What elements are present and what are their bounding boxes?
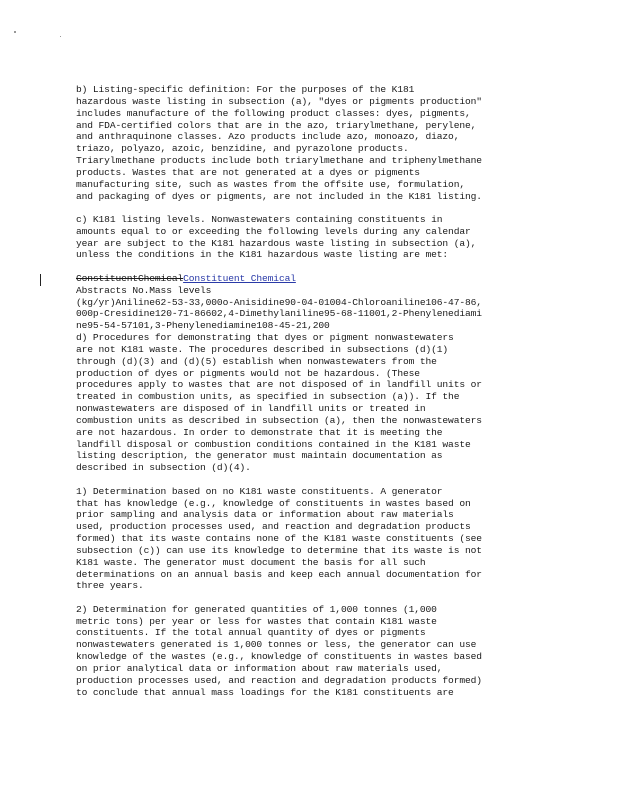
text-line: treated in combustion units, as specified in subsection (a)). If the	[76, 391, 460, 403]
text-line: landfill disposal or combustion conditions contained in the K181 waste	[76, 438, 471, 450]
text-line: metric tons) per year or less for wastes that contain K181 waste	[76, 615, 437, 627]
paragraph-d2-generated-quantities	[76, 604, 546, 699]
text-line: nonwastewaters generated is 1,000 tonnes or less, the generator can use	[76, 639, 477, 651]
text-line: amounts equal to or exceeding the following levels during any calendar	[76, 225, 471, 237]
text-line: used, production processes used, and reaction and degradation products	[76, 521, 471, 533]
text-line: d) Procedures for demonstrating that dyes or pigment nonwastewaters	[76, 332, 454, 344]
text-line: nonwastewaters are disposed of in landfill units or treated in	[76, 403, 426, 415]
constituent-table	[76, 273, 546, 332]
table-rows	[76, 285, 546, 332]
text-line: and packaging of dyes or pigments, are not included in the K181 listing.	[76, 190, 482, 202]
text-line: b) Listing-specific definition: For the purposes of the K181	[76, 84, 415, 95]
text-line: and FDA-certified colors that are in the azo, triarylmethane, perylene,	[76, 119, 477, 131]
paragraph-c-listing-levels	[76, 214, 546, 261]
scan-speck	[60, 36, 61, 37]
text-line: knowledge of the wastes (e.g., knowledge of constituents in wastes based	[76, 651, 482, 663]
struck-header-text: ConstituentChemical	[76, 272, 184, 284]
text-line: K181 waste. The generator must document the basis for all such	[76, 556, 426, 568]
text-line: ne95-54-57101,3-Phenylenediamine108-45-21,200	[76, 320, 330, 332]
text-line: that has knowledge (e.g., knowledge of constituents in wastes based on	[76, 497, 471, 509]
text-line: Triarylmethane products include both triarylmethane and triphenylmethane	[76, 155, 482, 167]
inserted-header-text: Constituent Chemical	[183, 272, 296, 284]
text-line: (kg/yr)Aniline62-53-33,000o-Anisidine90-04-01004-Chloroaniline106-47-86,	[76, 296, 482, 308]
text-line: year are subject to the K181 hazardous waste listing in subsection (a),	[76, 237, 477, 249]
text-line: 000p-Cresidine120-71-86602,4-Dimethylaniline95-68-11001,2-Phenylenediami	[76, 308, 482, 320]
text-line: production processes used, and reaction and degradation products formed)	[76, 674, 482, 686]
text-line: 2) Determination for generated quantities of 1,000 tonnes (1,000	[76, 603, 437, 615]
table-header-line	[76, 273, 546, 285]
text-line: production of dyes or pigments would not be hazardous. (These	[76, 367, 420, 379]
text-cursor-mark	[40, 274, 41, 286]
paragraph-b-listing-definition	[76, 84, 546, 202]
text-line: hazardous waste listing in subsection (a), "dyes or pigments production"	[76, 95, 482, 107]
text-line: listing description, the generator must maintain documentation as	[76, 450, 443, 462]
text-line: prior sampling and analysis data or information about raw materials	[76, 509, 454, 521]
text-line: combustion units as described in subsection (a), then the nonwastewaters	[76, 414, 482, 426]
paragraph-d-procedures	[76, 332, 546, 474]
text-line: products. Wastes that are not generated at a dyes or pigments	[76, 166, 420, 178]
text-line: formed) that its waste contains none of the K181 waste constituents (see	[76, 533, 482, 545]
text-line: manufacturing site, such as wastes from the offsite use, formulation,	[76, 178, 465, 190]
text-line: on prior analytical data or information about raw materials used,	[76, 662, 443, 674]
text-line: three years.	[76, 580, 144, 592]
text-line: Abstracts No.Mass levels	[76, 284, 212, 296]
scan-speck	[14, 31, 16, 33]
text-line: and anthraquinone classes. Azo products include azo, monoazo, diazo,	[76, 131, 460, 143]
text-line: described in subsection (d)(4).	[76, 462, 251, 474]
text-line: constituents. If the total annual quantity of dyes or pigments	[76, 627, 426, 639]
text-line: 1) Determination based on no K181 waste constituents. A generator	[76, 485, 443, 497]
text-line: procedures apply to wastes that are not disposed of in landfill units or	[76, 379, 482, 391]
paragraph-d1-no-constituents	[76, 486, 546, 593]
text-line: subsection (c)) can use its knowledge to determine that its waste is not	[76, 544, 482, 556]
document-body	[76, 84, 546, 710]
text-line: c) K181 listing levels. Nonwastewaters containing constituents in	[76, 213, 443, 225]
text-line: are not K181 waste. The procedures described in subsections (d)(1)	[76, 343, 449, 355]
text-line: through (d)(3) and (d)(5) establish when nonwastewaters from the	[76, 355, 437, 367]
text-line: triazo, polyazo, azoic, benzidine, and pyrazolone products.	[76, 143, 409, 155]
text-line: determinations on an annual basis and keep each annual documentation for	[76, 568, 482, 580]
text-line: to conclude that annual mass loadings for the K181 constituents are	[76, 686, 454, 698]
text-line: unless the conditions in the K181 hazardous waste listing are met:	[76, 249, 449, 261]
text-line: are not hazardous. In order to demonstrate that it is meeting the	[76, 426, 443, 438]
text-line: includes manufacture of the following product classes: dyes, pigments,	[76, 107, 471, 119]
